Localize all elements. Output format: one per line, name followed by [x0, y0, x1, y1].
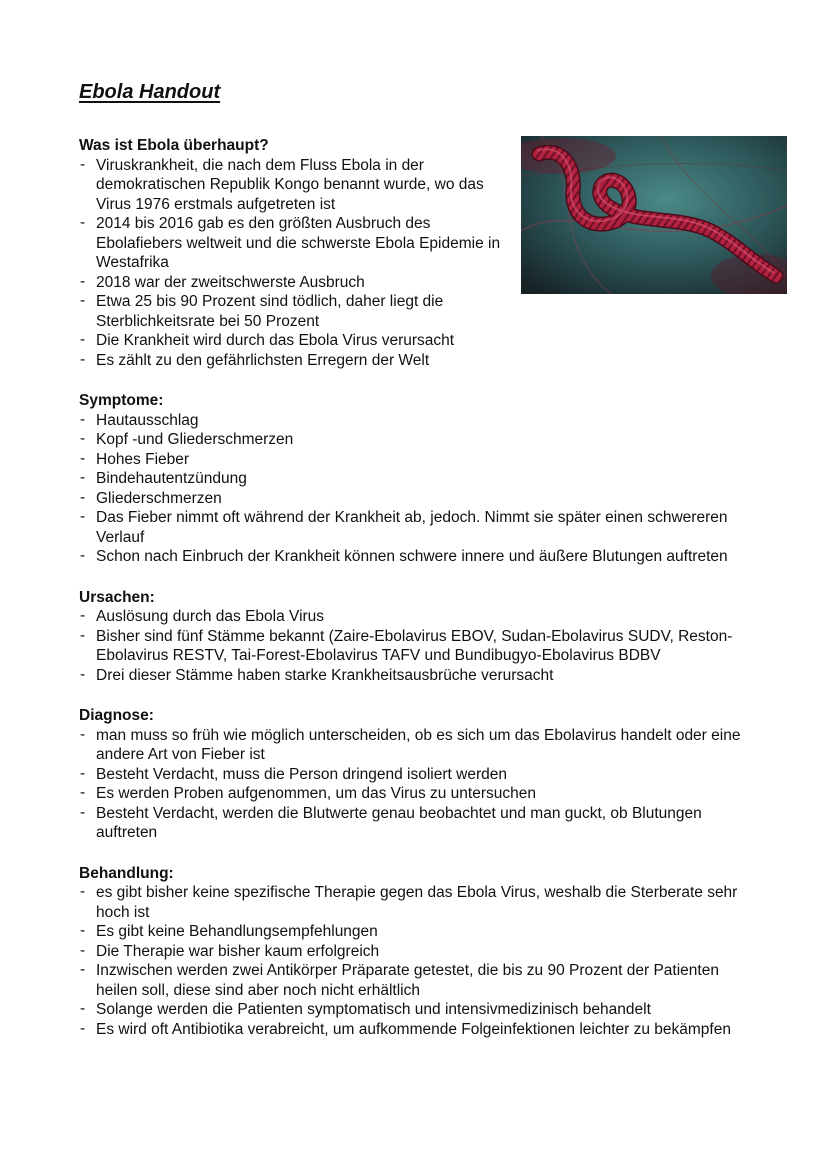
list-item: - es gibt bisher keine spezifische Therapie gegen das Ebola Virus, weshalb die Sterberate sehr hoch ist [79, 883, 759, 922]
list-item: - 2014 bis 2016 gab es den größten Ausbruch des Ebolafiebers weltweit und die schwerste Ebola Epidemie in Westafrika [79, 214, 516, 273]
list-item: - Besteht Verdacht, muss die Person dringend isoliert werden [79, 765, 759, 785]
list-item: - Das Fieber nimmt oft während der Krankheit ab, jedoch. Nimmt sie später einen schwereren Verlauf [79, 508, 759, 547]
ebola-virus-image [521, 136, 787, 294]
list-item: - Inzwischen werden zwei Antikörper Präparate getestet, die bis zu 90 Prozent der Patienten heilen soll, diese sind aber noch nicht erhältlich [79, 961, 759, 1000]
section-heading: Behandlung: [79, 864, 174, 882]
list-item: - Bisher sind fünf Stämme bekannt (Zaire-Ebolavirus EBOV, Sudan-Ebolavirus SUDV, Reston-Ebolavirus RESTV, Tai-Forest-Ebolavirus TAFV und Bundibugyo-Ebolavirus BDBV [79, 627, 759, 666]
section-symptome [79, 391, 759, 567]
list-item: - Hautausschlag [79, 411, 759, 431]
section-ursachen [79, 588, 759, 686]
section-heading: Diagnose: [79, 707, 154, 724]
section-diagnose [79, 706, 759, 843]
list-item: - Etwa 25 bis 90 Prozent sind tödlich, daher liegt die Sterblichkeitsrate bei 50 Prozent [79, 292, 516, 331]
document-title: Ebola Handout [79, 81, 221, 103]
list-item: - Solange werden die Patienten symptomatisch und intensivmedizinisch behandelt [79, 1000, 759, 1020]
section-heading: Ursachen: [79, 588, 155, 606]
list-item: - man muss so früh wie möglich unterscheiden, ob es sich um das Ebolavirus handelt oder eine andere Art von Fieber ist [79, 726, 759, 765]
list-item: - Viruskrankheit, die nach dem Fluss Ebola in der demokratischen Republik Kongo benannt wurde, wo das Virus 1976 erstmals aufgetreten ist [79, 156, 516, 215]
list-item: - Die Therapie war bisher kaum erfolgreich [79, 942, 759, 962]
list-item: - Die Krankheit wird durch das Ebola Virus verursacht [79, 331, 516, 351]
list-item: - Es werden Proben aufgenommen, um das Virus zu untersuchen [79, 784, 759, 804]
list-item: - Kopf -und Gliederschmerzen [79, 430, 759, 450]
list-item: - Es gibt keine Behandlungsempfehlungen [79, 922, 759, 942]
list-item: - Es wird oft Antibiotika verabreicht, um aufkommende Folgeinfektionen leichter zu bekämpfen [79, 1020, 759, 1040]
list-item: - Besteht Verdacht, werden die Blutwerte genau beobachtet und man guckt, ob Blutungen auftreten [79, 804, 759, 843]
list-item: - Hohes Fieber [79, 450, 759, 470]
bullet-list [79, 411, 759, 567]
list-item: - Es zählt zu den gefährlichsten Erregern der Welt [79, 351, 516, 371]
list-item: - Bindehautentzündung [79, 469, 759, 489]
section-behandlung [79, 864, 759, 1040]
virus-illustration [521, 136, 787, 294]
list-item: - Auslösung durch das Ebola Virus [79, 607, 759, 627]
bullet-list [79, 883, 759, 1039]
list-item: - Schon nach Einbruch der Krankheit können schwere innere und äußere Blutungen auftreten [79, 547, 759, 567]
list-item: - Gliederschmerzen [79, 489, 759, 509]
section-heading: Symptome: [79, 392, 164, 409]
section-heading: Was ist Ebola überhaupt? [79, 137, 269, 154]
list-item: - 2018 war der zweitschwerste Ausbruch [79, 273, 516, 293]
bullet-list [79, 726, 759, 843]
bullet-list [79, 607, 759, 685]
list-item: - Drei dieser Stämme haben starke Krankheitsausbrüche verursacht [79, 666, 759, 686]
